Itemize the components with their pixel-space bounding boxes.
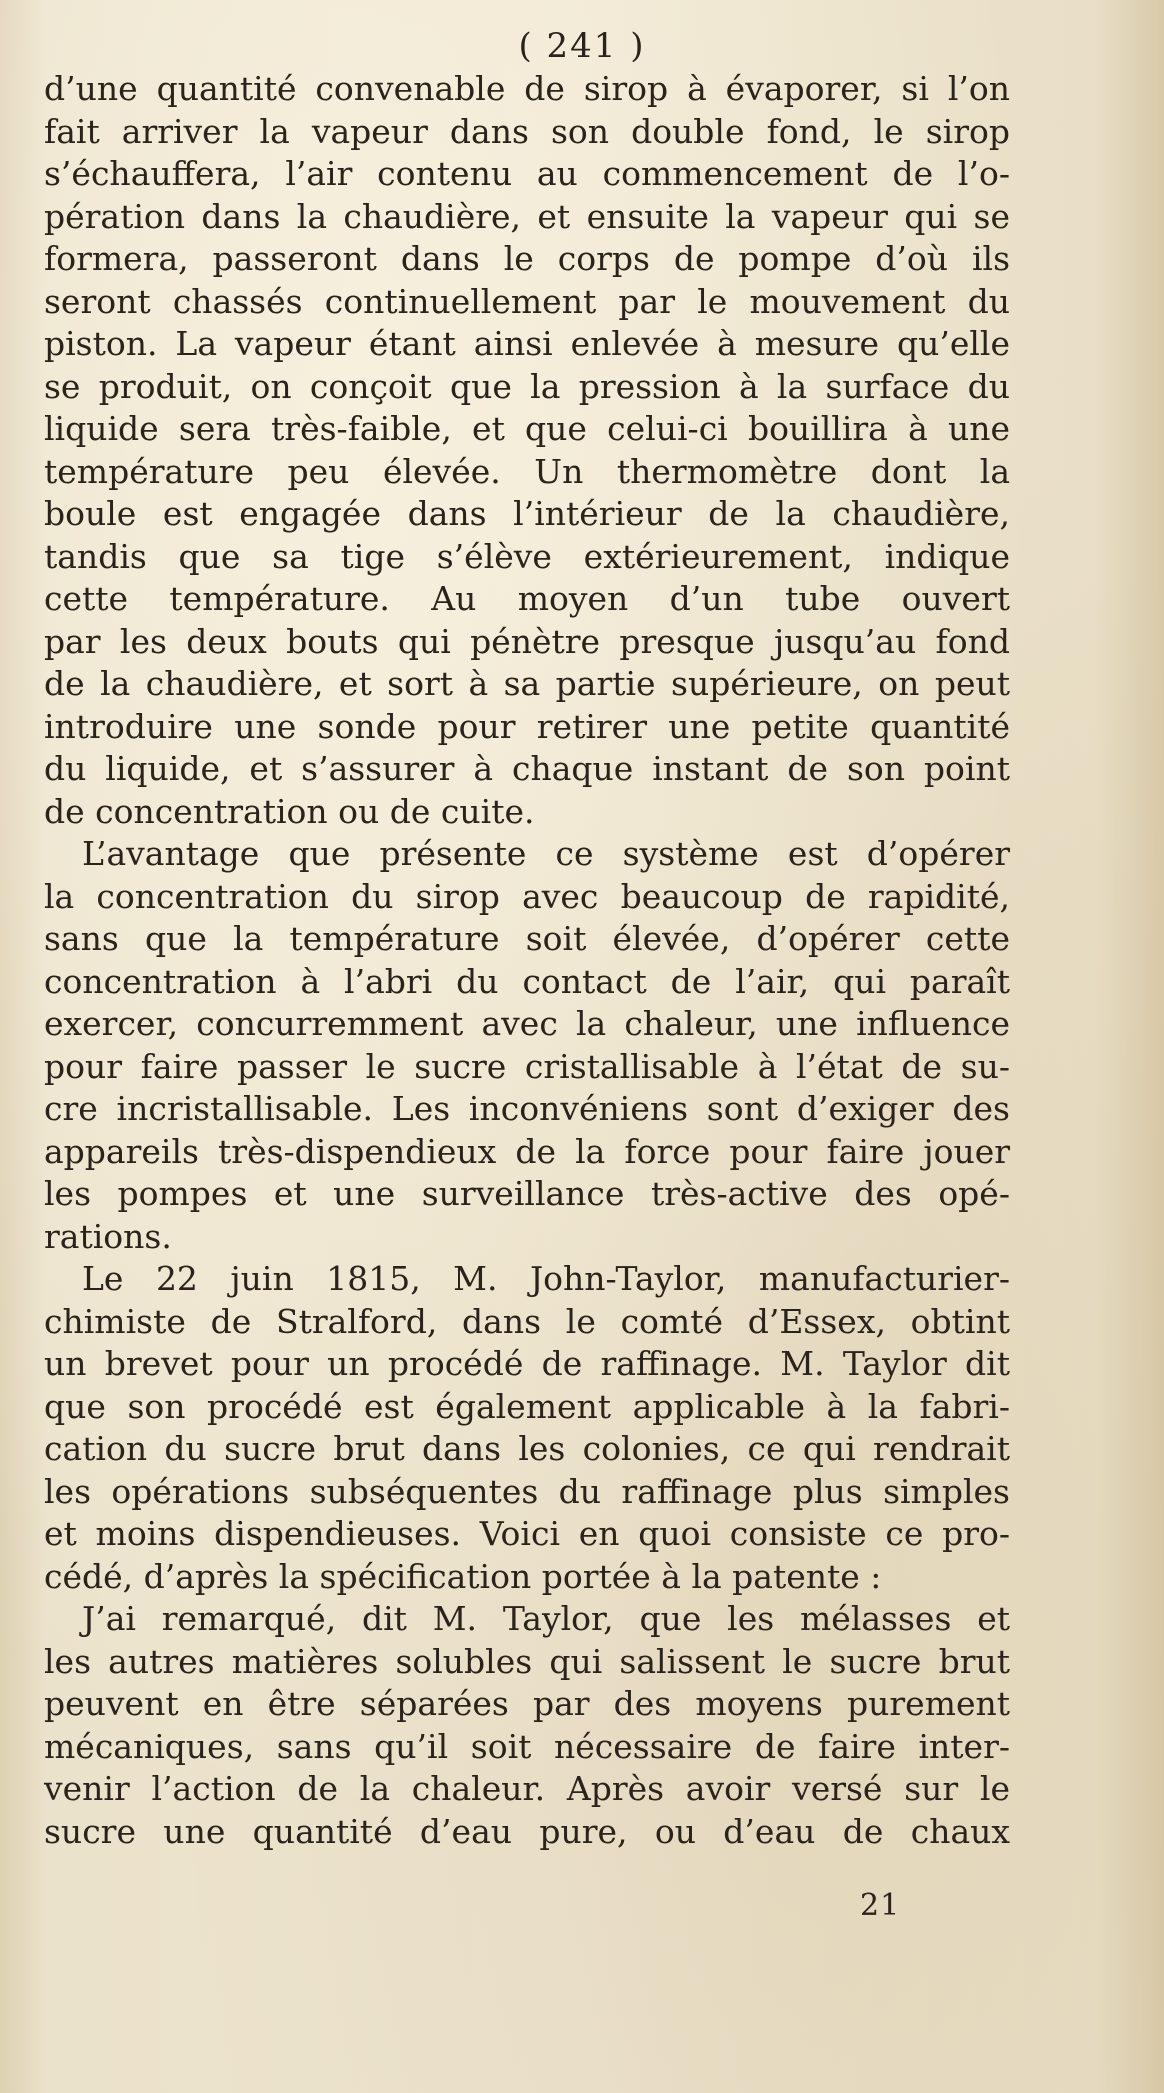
text-line: sucre une quantité d’eau pure, ou d’eau de chaux [44, 1811, 1010, 1851]
text-line: d’une quantité convenable de sirop à évaporer, si l’on [44, 69, 1010, 108]
text-line: pération dans la chaudière, et ensuite la vapeur qui se [44, 196, 1010, 236]
text-line: par les deux bouts qui pénètre presque jusqu’au fond [44, 621, 1010, 661]
text-line: appareils très-dispendieux de la force pour faire jouer [44, 1131, 1010, 1171]
body-text [44, 68, 1010, 1853]
text-line: de la chaudière, et sort à sa partie supérieure, on peut [44, 664, 1010, 703]
text-line: cette température. Au moyen d’un tube ouvert [44, 579, 1010, 618]
paragraph-start-line: J’ai remarqué, dit M. Taylor, que les mélasses et [82, 1599, 1010, 1638]
text-line: introduire une sonde pour retirer une petite quantité [44, 706, 1010, 746]
paragraph-end-line: cédé, d’après la spécification portée à la patente : [44, 1556, 882, 1596]
text-line: boule est engagée dans l’intérieur de la chaudière, [44, 494, 1010, 533]
paragraph-start-line: Le 22 juin 1815, M. John-Taylor, manufacturier- [82, 1259, 1010, 1298]
text-line: un brevet pour un procédé de raffinage. M. Taylor dit [44, 1344, 1010, 1383]
text-line: que son procédé est également applicable à la fabri- [44, 1386, 1010, 1426]
text-line: température peu élevée. Un thermomètre dont la [44, 451, 1010, 491]
text-line: cation du sucre brut dans les colonies, ce qui rendrait [44, 1429, 1010, 1468]
text-line: liquide sera très-faible, et que celui-ci bouillira à une [44, 409, 1010, 448]
text-line: seront chassés continuellement par le mouvement du [44, 281, 1010, 321]
text-line: tandis que sa tige s’élève extérieurement, indique [44, 536, 1010, 576]
text-line: cre incristallisable. Les inconvéniens sont d’exiger des [44, 1089, 1010, 1128]
text-line: les pompes et une surveillance très-active des opé- [44, 1174, 1010, 1213]
text-line: et moins dispendieuses. Voici en quoi consiste ce pro- [44, 1514, 1010, 1553]
text-line: les autres matières solubles qui salissent le sucre brut [44, 1641, 1010, 1681]
text-line: fait arriver la vapeur dans son double fond, le sirop [44, 111, 1010, 151]
text-line: venir l’action de la chaleur. Après avoir versé sur le [44, 1769, 1010, 1808]
text-line: peuvent en être séparées par des moyens purement [44, 1684, 1010, 1723]
paragraph-end-line: rations. [44, 1216, 172, 1256]
text-line: exercer, concurremment avec la chaleur, une influence [44, 1004, 1010, 1043]
paragraph-end-line: de concentration ou de cuite. [44, 791, 535, 831]
text-line: les opérations subséquentes du raffinage plus simples [44, 1471, 1010, 1511]
text-line: piston. La vapeur étant ainsi enlevée à mesure qu’elle [44, 324, 1010, 363]
text-line: concentration à l’abri du contact de l’air, qui paraît [44, 961, 1010, 1001]
text-line: s’échauffera, l’air contenu au commencement de l’o- [44, 154, 1010, 193]
text-line: mécaniques, sans qu’il soit nécessaire de faire inter- [44, 1726, 1010, 1766]
text-line: pour faire passer le sucre cristallisable à l’état de su- [44, 1046, 1010, 1086]
text-line: chimiste de Stralford, dans le comté d’Essex, obtint [44, 1301, 1010, 1341]
text-line: formera, passeront dans le corps de pompe d’où ils [44, 239, 1010, 278]
page-number: ( 241 ) [518, 26, 646, 66]
text-line: la concentration du sirop avec beaucoup de rapidité, [44, 876, 1010, 916]
paragraph-start-line: L’avantage que présente ce système est d’opérer [82, 834, 1010, 873]
text-line: se produit, on conçoit que la pression à la surface du [44, 366, 1010, 406]
text-line: du liquide, et s’assurer à chaque instant de son point [44, 749, 1010, 788]
signature-mark: 21 [860, 1888, 901, 1923]
text-line: sans que la température soit élevée, d’opérer cette [44, 919, 1010, 958]
